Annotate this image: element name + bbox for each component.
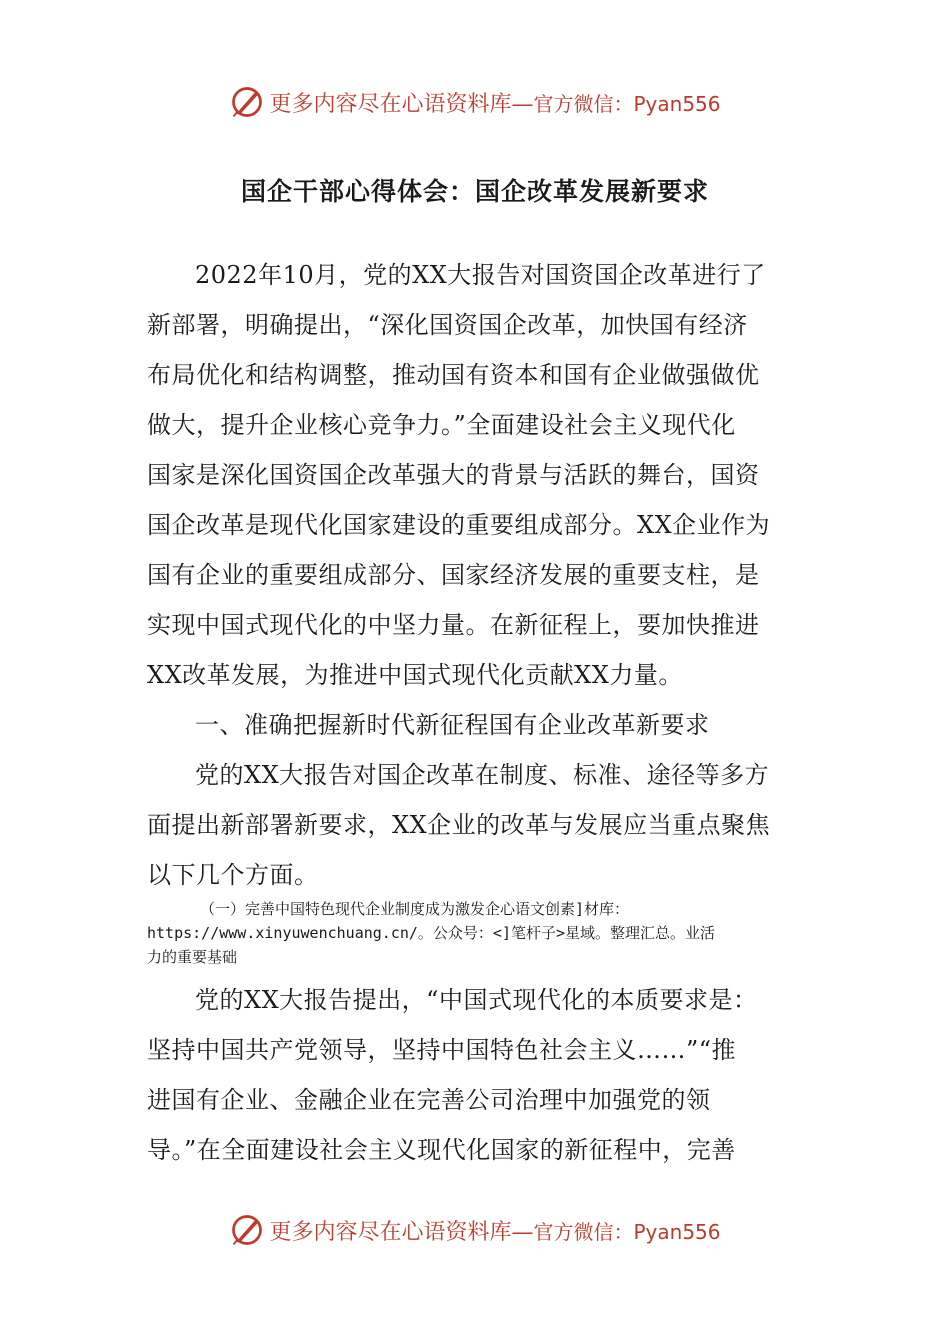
banner-text: 更多内容尽在心语资料库— xyxy=(269,1219,534,1245)
paragraph-line: 新部署，明确提出，“深化国资国企改革，加快国有经济 xyxy=(147,311,748,339)
section-heading: 一、准确把握新时代新征程国有企业改革新要求 xyxy=(195,711,710,739)
banner-text: 更多内容尽在心语资料库— xyxy=(269,91,534,117)
paragraph-line: 进国有企业、金融企业在完善公司治理中加强党的领 xyxy=(147,1086,711,1114)
footer-banner xyxy=(0,1208,950,1252)
subheading-line: 力的重要基础 xyxy=(147,948,238,966)
header-banner xyxy=(0,80,950,124)
paragraph-line: 实现中国式现代化的中坚力量。在新征程上，要加快推进 xyxy=(147,611,760,639)
paragraph-line: 党的XX大报告提出，“中国式现代化的本质要求是： xyxy=(195,986,758,1014)
paragraph-line: 国企改革是现代化国家建设的重要组成部分。XX企业作为 xyxy=(147,511,771,539)
quill-logo-icon xyxy=(229,84,265,120)
paragraph-line: 国有企业的重要组成部分、国家经济发展的重要支柱，是 xyxy=(147,561,760,589)
quill-logo-icon xyxy=(229,1212,265,1248)
subheading-line: https://www.xinyuwenchuang.cn/。公众号：<]笔杆子>星域。整理汇总。业活 xyxy=(147,924,716,942)
paragraph-line: 党的XX大报告对国企改革在制度、标准、途径等多方 xyxy=(195,761,770,789)
paragraph-line: 布局优化和结构调整，推动国有资本和国有企业做强做优 xyxy=(147,361,760,389)
paragraph-line: 国家是深化国资国企改革强大的背景与活跃的舞台，国资 xyxy=(147,461,760,489)
banner-wechat: 官方微信：Pyan556 xyxy=(533,91,721,116)
paragraph-line: 2022年10月，党的XX大报告对国资国企改革进行了 xyxy=(195,261,766,289)
paragraph-line: 面提出新部署新要求，XX企业的改革与发展应当重点聚焦 xyxy=(147,811,771,839)
subheading-line: （一）完善中国特色现代企业制度成为激发企心语文创素]材库： xyxy=(200,900,630,918)
banner-wechat: 官方微信：Pyan556 xyxy=(533,1219,721,1244)
paragraph-line: 导。”在全面建设社会主义现代化国家的新征程中，完善 xyxy=(147,1136,736,1164)
document-title: 国企干部心得体会：国企改革发展新要求 xyxy=(240,177,709,206)
paragraph-line: XX改革发展，为推进中国式现代化贡献XX力量。 xyxy=(147,661,683,689)
paragraph-line: 坚持中国共产党领导，坚持中国特色社会主义……”“推 xyxy=(147,1036,737,1064)
paragraph-line: 以下几个方面。 xyxy=(147,861,319,889)
paragraph-line: 做大，提升企业核心竞争力。”全面建设社会主义现代化 xyxy=(147,411,736,439)
